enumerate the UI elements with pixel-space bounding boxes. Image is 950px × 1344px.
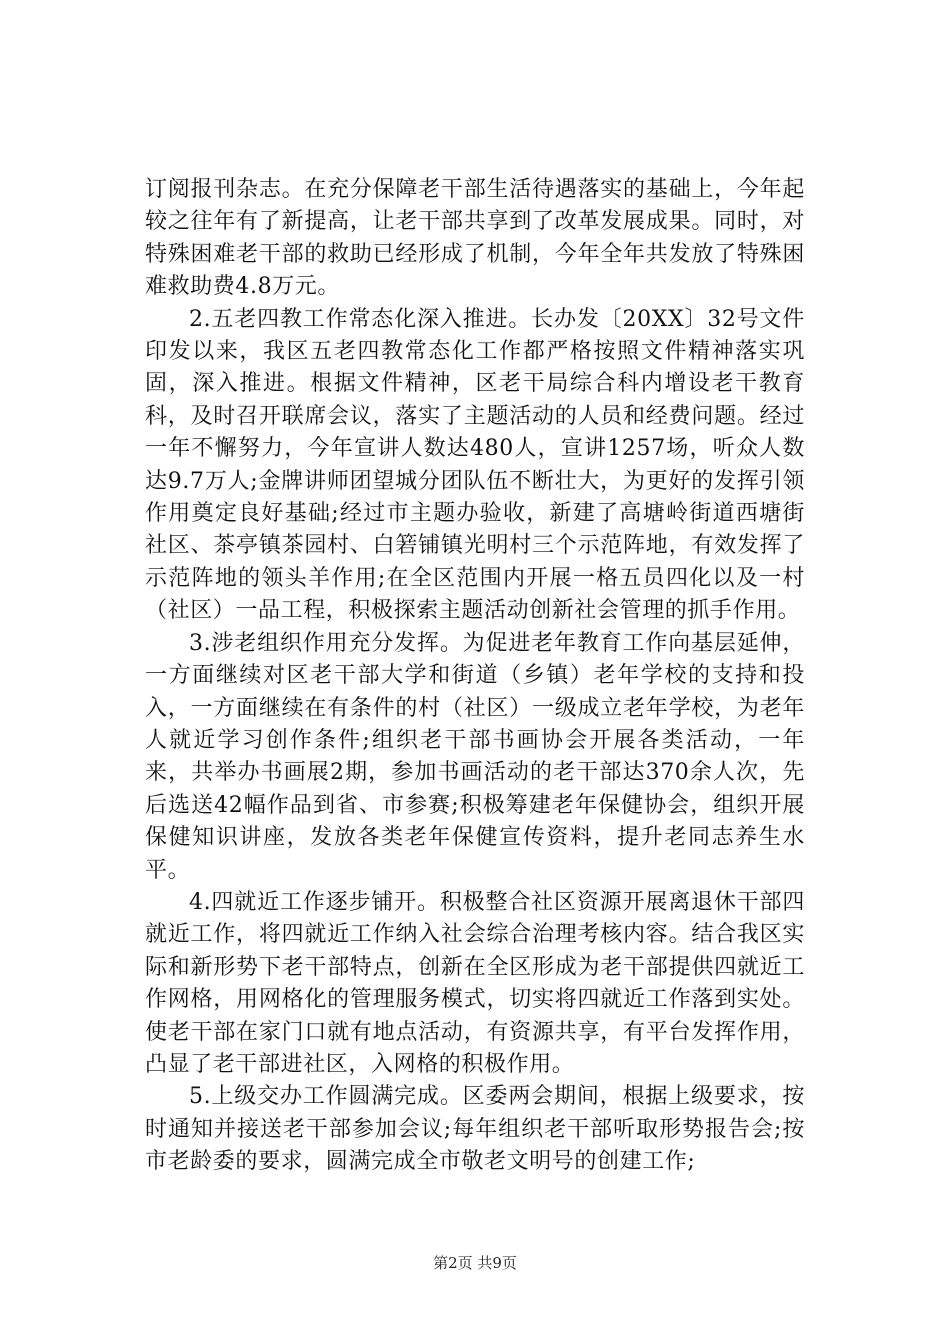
paragraph-item-5: 5.上级交办工作圆满完成。区委两会期间，根据上级要求，按时通知并接送老干部参加会议;每年组织老干部听取形势报告会;按市老龄委的要求，圆满完成全市敬老文明号的创建工作; <box>145 1084 805 1175</box>
paragraph-continued: 订阅报刊杂志。在充分保障老干部生活待遇落实的基础上，今年起较之往年有了新提高，让老干部共享到了改革发展成果。同时，对特殊困难老干部的救助已经形成了机制，今年全年共发放了特殊困难救助费4.8万元。 <box>145 177 805 300</box>
paragraph-item-2: 2.五老四教工作常态化深入推进。长办发〔20XX〕32号文件印发以来，我区五老四教常态化工作都严格按照文件精神落实巩固，深入推进。根据文件精神，区老干局综合科内增设老干教育科，及时召开联席会议，落实了主题活动的人员和经费问题。经过一年不懈努力，今年宣讲人数达480人，宣讲1257场，听众人数达9.7万人;金牌讲师团望城分团队伍不断壮大，为更好的发挥引领作用奠定良好基础;经过市主题办验收，新建了高塘岭街道西塘街社区、茶亭镇茶园村、白箬铺镇光明村三个示范阵地，有效发挥了示范阵地的领头羊作用;在全区范围内开展一格五员四化以及一村（社区）一品工程，积极探索主题活动创新社会管理的抓手作用。 <box>145 306 805 624</box>
paragraph-item-4: 4.四就近工作逐步铺开。积极整合社区资源开展离退休干部四就近工作，将四就近工作纳入社会综合治理考核内容。结合我区实际和新形势下老干部特点，创新在全区形成为老干部提供四就近工作网格，用网格化的管理服务模式，切实将四就近工作落到实处。使老干部在家门口就有地点活动，有资源共享，有平台发挥作用，凸显了老干部进社区，入网格的积极作用。 <box>145 889 805 1077</box>
paragraph-item-3: 3.涉老组织作用充分发挥。为促进老年教育工作向基层延伸，一方面继续对区老干部大学和街道（乡镇）老年学校的支持和投入，一方面继续在有条件的村（社区）一级成立老年学校，为老年人就近学习创作条件;组织老干部书画协会开展各类活动，一年来，共举办书画展2期，参加书画活动的老干部达370余人次，先后选送42幅作品到省、市参赛;积极筹建老年保健协会，组织开展保健知识讲座，发放各类老年保健宣传资料，提升老同志养生水平。 <box>145 630 805 883</box>
document-body <box>145 174 805 1179</box>
page-number-footer: 第2页 共9页 <box>433 1254 517 1272</box>
